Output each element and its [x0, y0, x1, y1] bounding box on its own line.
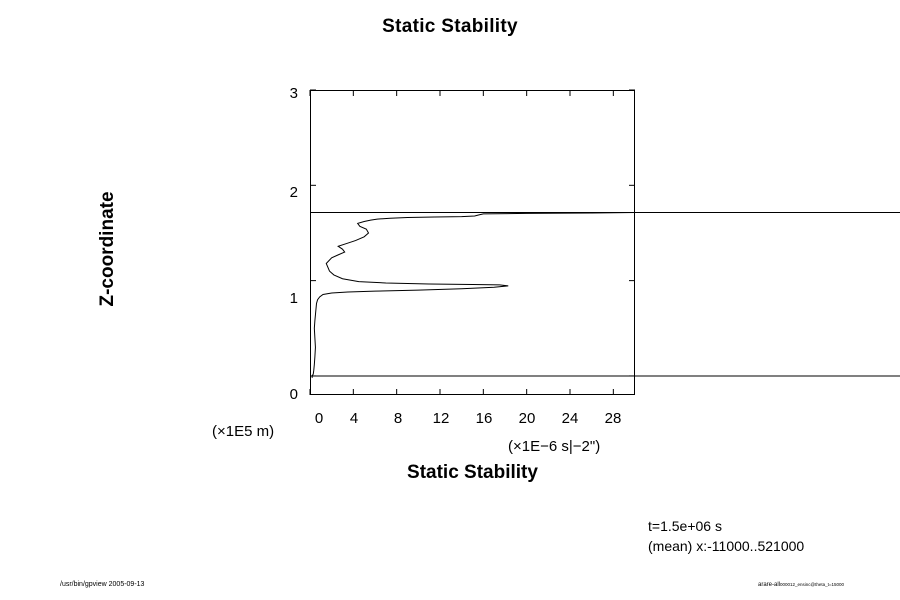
x-tick-label-24: 24 [561, 410, 579, 427]
plot-area [310, 90, 635, 395]
y-axis-label-text: Z-coordinate [97, 191, 118, 307]
static-stability-line-chart [310, 90, 635, 395]
annotation-mean-range: (mean) x:-11000..521000 [648, 538, 805, 554]
footer-right-suffix: 000012_ensinc@theta_t=15000 [780, 582, 844, 587]
footer-left-text: /usr/bin/gpview 2005-09-13 [60, 581, 145, 588]
x-tick-label-8: 8 [393, 410, 403, 427]
y-tick-label-3: 3 [289, 85, 298, 102]
annotation-time: t=1.5e+06 s [648, 518, 722, 534]
y-tick-label-0: 0 [289, 386, 298, 403]
series-line-0 [312, 212, 635, 377]
x-tick-label-28: 28 [604, 410, 622, 427]
x-tick-label-20: 20 [518, 410, 536, 427]
x-axis-label: Static Stability [407, 462, 538, 483]
x-axis-units: (×1E−6 s|−2") [508, 438, 601, 455]
footer-right-text [758, 582, 844, 588]
x-tick-label-12: 12 [432, 410, 450, 427]
x-tick-label-16: 16 [475, 410, 493, 427]
page-title: Static Stability [382, 16, 518, 37]
y-tick-label-2: 2 [289, 184, 298, 201]
footer-right-prefix: arare-all [757, 582, 780, 588]
y-tick-label-1: 1 [289, 290, 298, 307]
y-axis-units: (×1E5 m) [212, 423, 275, 440]
x-tick-label-0: 0 [314, 410, 324, 427]
x-tick-label-4: 4 [349, 410, 359, 427]
